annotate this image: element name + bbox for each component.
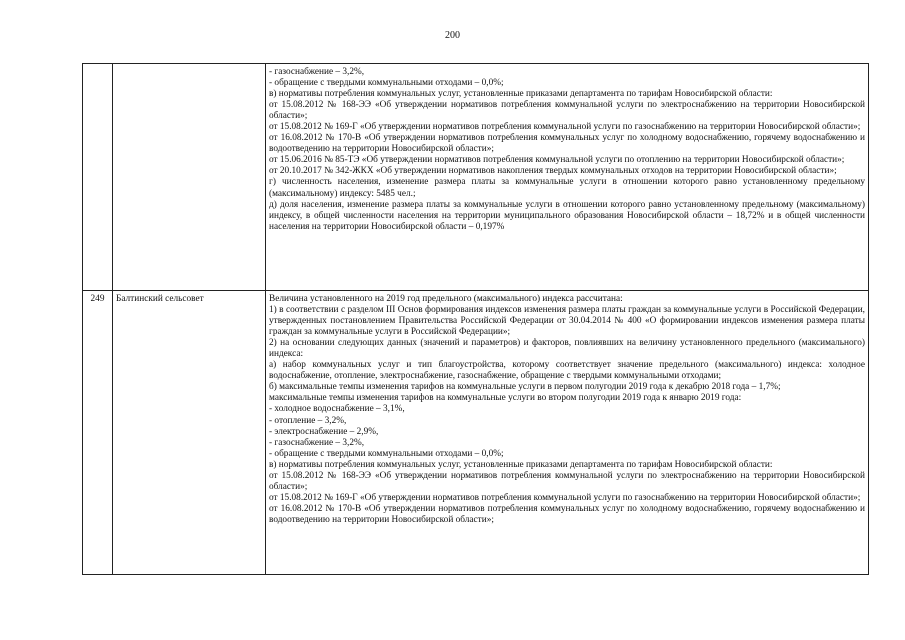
page-number: 200 [445, 30, 460, 41]
content-line: в) нормативы потребления коммунальных услуг, установленные приказами департамента по тарифам Новосибирской области: [269, 459, 773, 470]
content-line: - газоснабжение – 3,2%, [269, 67, 365, 77]
content-line: от 15.08.2012 № 169-Г «Об утверждении нормативов потребления коммунальной услуги по газоснабжению на территории Новосибирской области»; [269, 122, 861, 133]
row-content [266, 291, 869, 575]
table-row [83, 291, 869, 575]
content-line: от 15.08.2012 № 168-ЭЭ «Об утверждении нормативов потребления коммунальной услуги по электроснабжению на территории Новосибирской области»; [269, 470, 865, 492]
row-number [83, 64, 113, 291]
content-line: - обращение с твердыми коммунальными отходами – 0,0%; [269, 78, 504, 89]
row-content [266, 64, 869, 291]
content-line: от 15.08.2012 № 169-Г «Об утверждении нормативов потребления коммунальной услуги по газоснабжению на территории Новосибирской области»; [269, 492, 861, 503]
content-line: от 16.08.2012 № 170-В «Об утверждении нормативов потребления коммунальных услуг по холодному водоснабжению, горячему водоснабжению и водоотведению на территории Новосибирской области»; [269, 133, 865, 155]
table-row [83, 64, 869, 291]
content-line: - отопление – 3,2%, [269, 415, 347, 426]
content-line: - холодное водоснабжение – 3,1%, [269, 404, 405, 415]
content-line: 1) в соответствии с разделом III Основ формирования индексов изменения размера платы граждан за коммунальные услуги в Российской Федерации, утвержденных постановлением Правительства Российской Федерации от 30.04.2014 № 400 «О формировании индексов изменения размера платы граждан за коммунальные услуги в Российской Федерации»; [269, 305, 865, 338]
content-line: в) нормативы потребления коммунальных услуг, установленные приказами департамента по тарифам Новосибирской области: [269, 89, 773, 100]
content-line: от 20.10.2017 № 342-ЖКХ «Об утверждении нормативов накопления твердых коммунальных отходов на территории Новосибирской области»; [269, 166, 837, 177]
content-line: - обращение с твердыми коммунальными отходами – 0,0%; [269, 448, 504, 459]
content-line: 2) на основании следующих данных (значений и параметров) и факторов, повлиявших на величину установленного предельного (максимального) индекса: [269, 338, 865, 360]
content-line: а) набор коммунальных услуг и тип благоустройства, которому соответствует значение предельного (максимального) индекса: холодное водоснабжение, отопление, электроснабжение, газоснабжение, обращение с твердыми коммунальными отходами; [269, 360, 865, 382]
content-line: от 15.08.2012 № 168-ЭЭ «Об утверждении нормативов потребления коммунальной услуги по электроснабжению на территории Новосибирской области»; [269, 100, 865, 122]
document-table [82, 63, 869, 575]
content-line: максимальные темпы изменения тарифов на коммунальные услуги во втором полугодии 2019 года к январю 2019 года: [269, 393, 742, 404]
municipality-name: Балтинский сельсовет [113, 291, 266, 575]
content-line: б) максимальные темпы изменения тарифов на коммунальные услуги в первом полугодии 2019 года к декабрю 2018 года – 1,7%; [269, 382, 781, 393]
content-line: г) численность населения, изменение размера платы за коммунальные услуги в отношении которого равно установленному предельному (максимальному) индексу: 5485 чел.; [269, 177, 865, 199]
row-number: 249 [83, 291, 113, 575]
content-line: д) доля населения, изменение размера платы за коммунальные услуги в отношении которого равно установленному предельному (максимальному) индексу, в общей численности населения на территории муниципального образования Новосибирской области – 18,72% и в общей численности населения на территории Новосибирской области – 0,197% [269, 199, 865, 232]
content-line: - электроснабжение – 2,9%, [269, 426, 379, 437]
content-line: от 15.06.2016 № 85-ТЭ «Об утверждении нормативов потребления коммунальной услуги по отоплению на территории Новосибирской области»; [269, 155, 845, 166]
content-line: Величина установленного на 2019 год предельного (максимального) индекса рассчитана: [269, 294, 623, 304]
content-line: от 16.08.2012 № 170-В «Об утверждении нормативов потребления коммунальных услуг по холодному водоснабжению, горячему водоснабжению и водоотведению на территории Новосибирской области»; [269, 503, 865, 525]
content-line: - газоснабжение – 3,2%, [269, 437, 365, 448]
municipality-name [113, 64, 266, 291]
